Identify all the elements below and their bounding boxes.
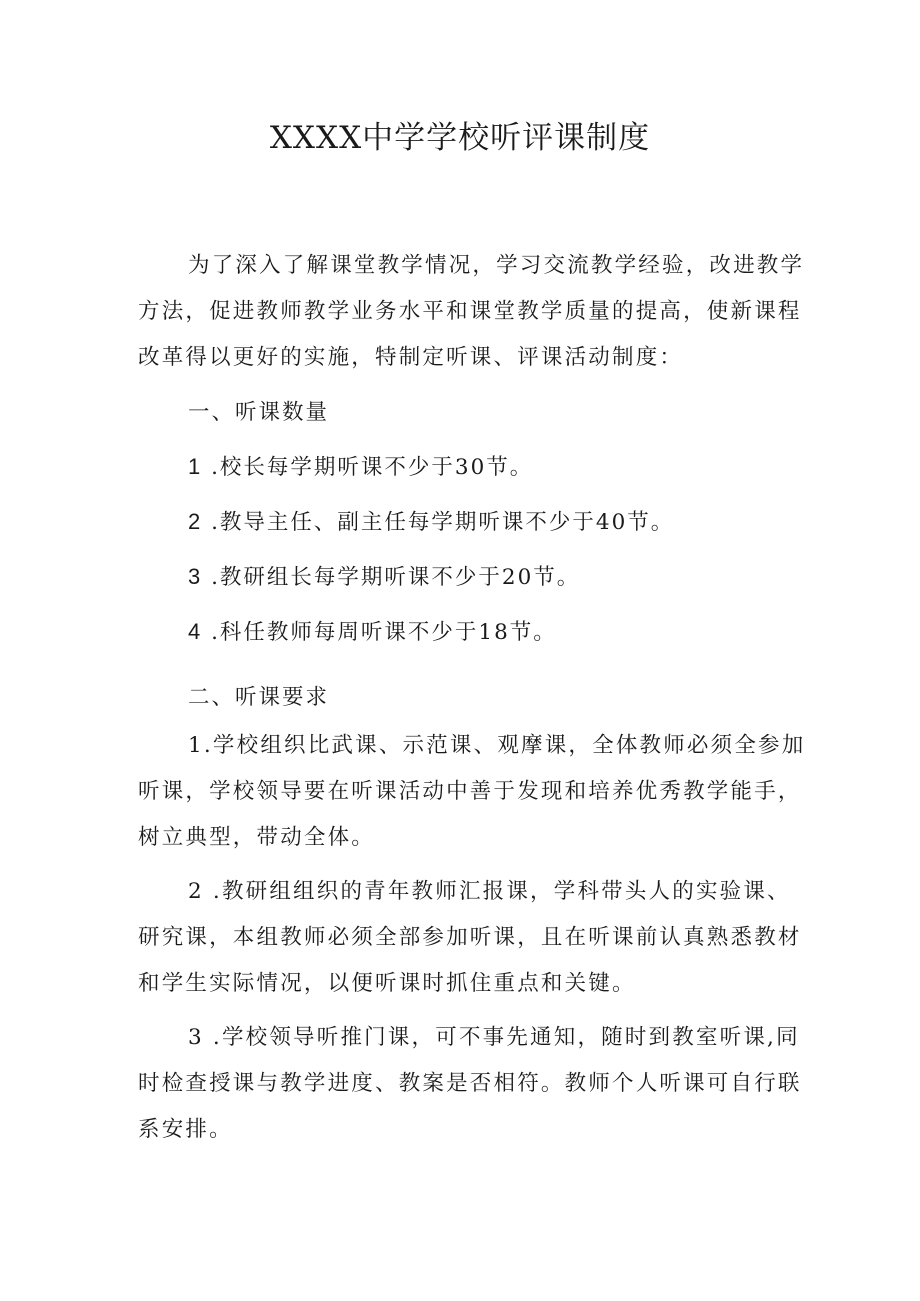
list-item [188,617,557,648]
requirement-paragraph-2 [138,869,802,1007]
item-text: .校长每学期听课不少于30节。 [202,455,534,480]
paragraph-line: 3 .学校领导听推门课，可不事先通知，随时到教室听课,同 [188,1025,800,1050]
paragraph-line: 2 .教研组组织的青年教师汇报课，学科带头人的实验课、 [188,879,791,904]
item-number: 1 [188,454,203,479]
document-title: XXXX中学学校听评课制度 [269,120,651,156]
intro-line: 改革得以更好的实施，特制定听课、评课活动制度： [138,345,684,370]
item-number: 4 [188,619,203,644]
intro-paragraph [138,243,805,381]
item-number: 2 [188,509,203,534]
item-text: .科任教师每周听课不少于18节。 [202,620,557,645]
paragraph-line: 树立典型，带动全体。 [138,825,376,850]
list-item [188,507,674,538]
item-number: 3 [188,564,203,589]
paragraph-line: 时检查授课与教学进度、教案是否相符。教师个人听课可自行联 [138,1071,802,1096]
requirement-paragraph-3 [138,1015,802,1153]
item-text: .教导主任、副主任每学期听课不少于40节。 [202,510,675,535]
intro-line: 为了深入了解课堂教学情况，学习交流教学经验，改进教学 [188,253,805,278]
paragraph-line: 1.学校组织比武课、示范课、观摩课，全体教师必须全参加 [188,733,806,758]
intro-line: 方法，促进教师教学业务水平和课堂教学质量的提高，使新课程 [138,299,802,324]
section1-heading: 一、听课数量 [188,400,330,425]
paragraph-line: 和学生实际情况，以便听课时抓住重点和关键。 [138,971,636,996]
list-item [188,562,580,593]
paragraph-line: 听课，学校领导要在听课活动中善于发现和培养优秀教学能手， [138,779,802,804]
paragraph-line: 系安排。 [138,1117,233,1142]
section2-heading: 二、听课要求 [188,685,330,710]
list-item [188,452,533,483]
requirement-paragraph-1 [138,723,806,861]
paragraph-line: 研究课，本组教师必须全部参加听课，且在听课前认真熟悉教材 [138,925,802,950]
item-text: .教研组长每学期听课不少于20节。 [202,565,581,590]
